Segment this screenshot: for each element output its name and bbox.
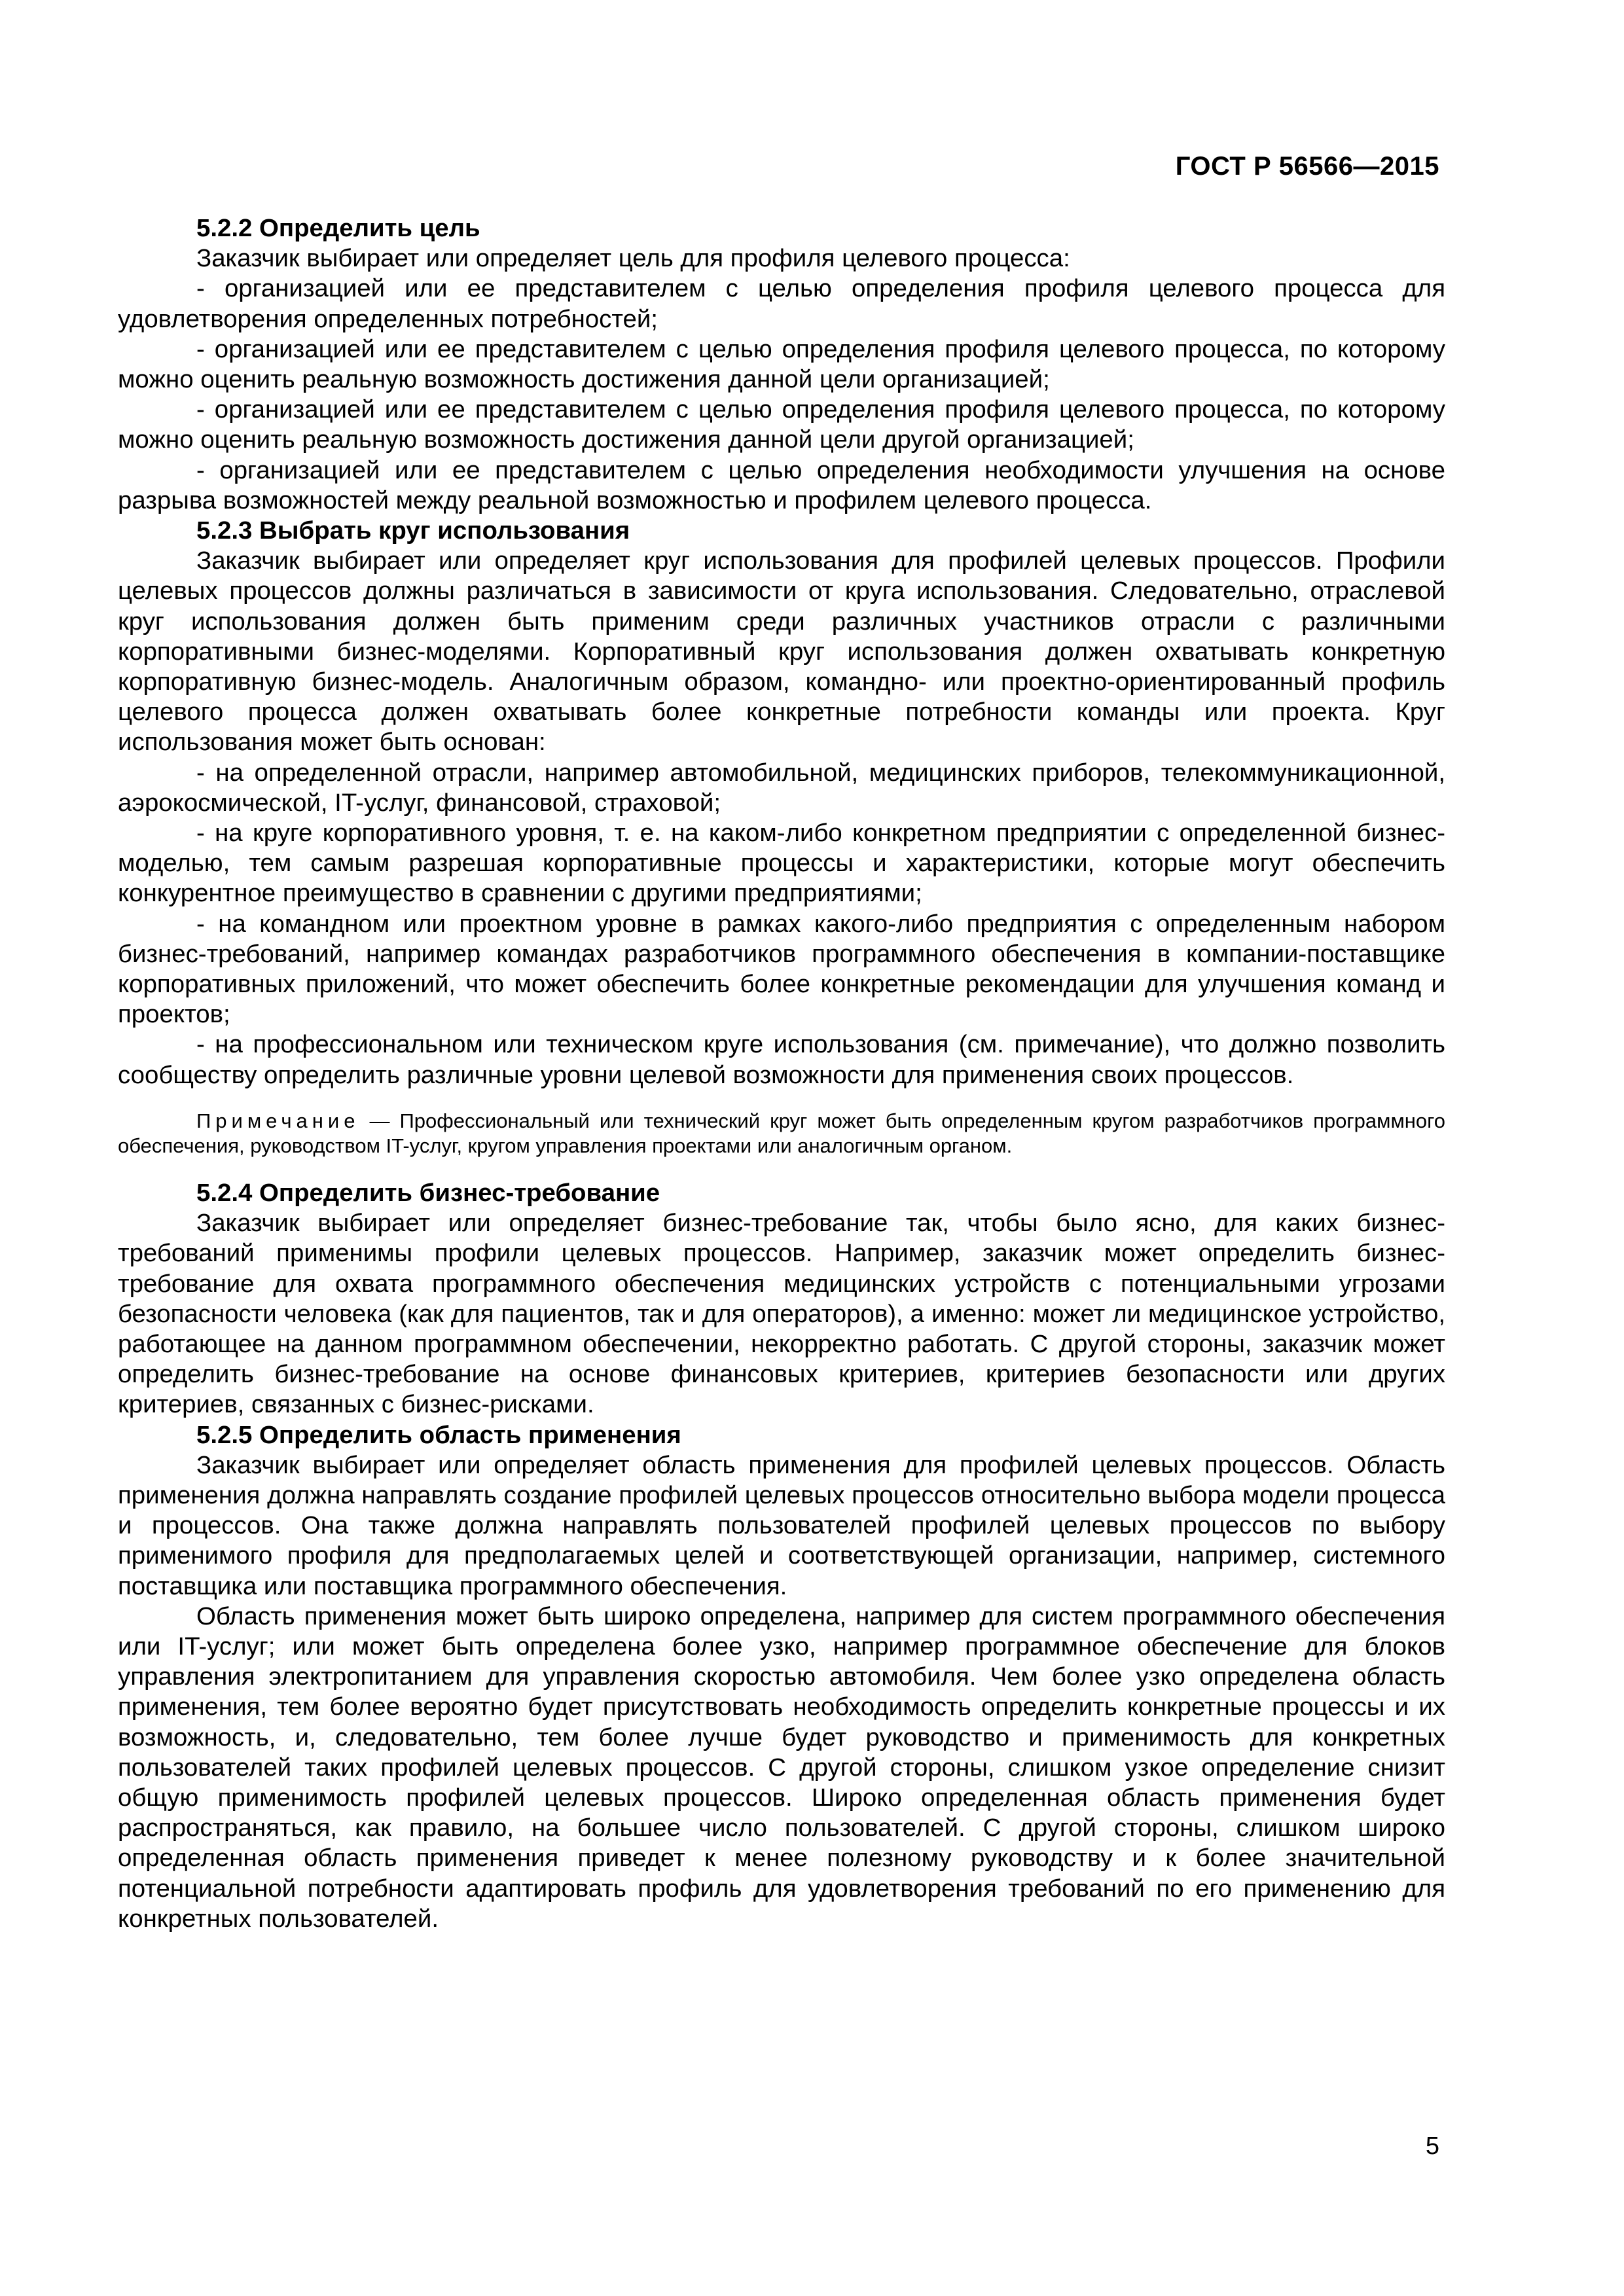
list-item: - организацией или ее представителем с целью определения профиля целевого процесса, по которому можно оценить реальную возможность достижения данной цели организацией;: [118, 334, 1445, 394]
note-label: Примечание: [196, 1109, 360, 1132]
list-item: - организацией или ее представителем с целью определения профиля целевого процесса для удовлетворения определенных потребностей;: [118, 274, 1445, 333]
paragraph: Заказчик выбирает или определяет область применения для профилей целевых процессов. Область применения должна направлять создание профилей целевых процессов относительно выбора модели процесса и процессов. Она также должна направлять пользователей профилей целевых процессов по выбору применимого профиля для предполагаемых целей и соответствующей организации, например, системного поставщика или поставщика программного обеспечения.: [118, 1450, 1445, 1600]
paragraph: Заказчик выбирает или определяет круг использования для профилей целевых процессов. Профили целевых процессов должны различаться в зависимости от круга использования. Следовательно, отраслевой круг использования должен быть применим среди различных участников отрасли с различными корпоративными бизнес-моделями. Корпоративный круг использования должен охватывать конкретную корпоративную бизнес-модель. Аналогичным образом, командно- или проектно-ориентированный профиль целевого процесса должен охватывать более конкретные потребности команды или проекта. Круг использования может быть основан:: [118, 547, 1445, 757]
list-item: - на профессиональном или техническом круге использования (см. примечание), что должно позволить сообществу определить различные уровни целевой возможности для применения своих процессов.: [118, 1030, 1445, 1089]
section-heading-5-2-3: 5.2.3 Выбрать круг использования: [196, 516, 630, 545]
section-heading-5-2-4: 5.2.4 Определить бизнес-требование: [196, 1178, 660, 1207]
list-item: - на командном или проектном уровне в рамках какого-либо предприятия с определенным набором бизнес-требований, например командах разработчиков программного обеспечения в компании-поставщике корпоративных приложений, что может обеспечить более конкретные рекомендации для улучшения команд и проектов;: [118, 909, 1445, 1029]
note-text: — Профессиональный или технический круг может быть определенным кругом разработчиков программного обеспечения, руководством IT-услуг, кругом управления проектами или аналогичным органом.: [118, 1109, 1445, 1157]
section-heading-5-2-5: 5.2.5 Определить область применения: [196, 1420, 681, 1449]
paragraph: Заказчик выбирает или определяет бизнес-требование так, чтобы было ясно, для каких бизнес-требований применимы профили целевых процессов. Например, заказчик может определить бизнес-требование для охвата программного обеспечения медицинских устройств с потенциальными угрозами безопасности человека (как для пациентов, так и для операторов), а именно: может ли медицинское устройство, работающее на данном программном обеспечении, некорректно работать. С другой стороны, заказчик может определить бизнес-требование на основе финансовых критериев, критериев безопасности или других критериев, связанных с бизнес-рисками.: [118, 1209, 1445, 1419]
page-number: 5: [1425, 2132, 1439, 2160]
list-item: - на определенной отрасли, например автомобильной, медицинских приборов, телекоммуникационной, аэрокосмической, IT-услуг, финансовой, страховой;: [118, 758, 1445, 817]
section-heading-5-2-2: 5.2.2 Определить цель: [196, 214, 480, 242]
standard-code-header: ГОСТ Р 56566—2015: [1175, 152, 1439, 181]
document-body: [118, 213, 1445, 1934]
paragraph: Заказчик выбирает или определяет цель для профиля целевого процесса:: [196, 244, 1070, 273]
list-item: - организацией или ее представителем с целью определения необходимости улучшения на основе разрыва возможностей между реальной возможностью и профилем целевого процесса.: [118, 456, 1445, 514]
paragraph: Область применения может быть широко определена, например для систем программного обеспечения или IT-услуг; или может быть определена более узко, например программное обеспечение для блоков управления электропитанием для управления скоростью автомобиля. Чем более узко определена область применения, тем более вероятно будет присутствовать необходимость определить конкретные процессы и их возможность, и, следовательно, тем более лучше будет руководство и применимость для конкретных пользователей таких профилей целевых процессов. С другой стороны, слишком узкое определение снизит общую применимость профилей целевых процессов. Широко определенная область применения будет распространяться, как правило, на большее число пользователей. С другой стороны, слишком широко определенная область применения приведет к менее полезному руководству и к более значительной потенциальной потребности адаптировать профиль для удовлетворения требований по его применению для конкретных пользователей.: [118, 1602, 1445, 1933]
list-item: - на круге корпоративного уровня, т. е. на каком-либо конкретном предприятии с определенной бизнес-моделью, тем самым разрешая корпоративные процессы и характеристики, которые могут обеспечить конкурентное преимущество в сравнении с другими предприятиями;: [118, 819, 1445, 908]
note-block: [118, 1109, 1445, 1158]
list-item: - организацией или ее представителем с целью определения профиля целевого процесса, по которому можно оценить реальную возможность достижения данной цели другой организацией;: [118, 395, 1445, 454]
